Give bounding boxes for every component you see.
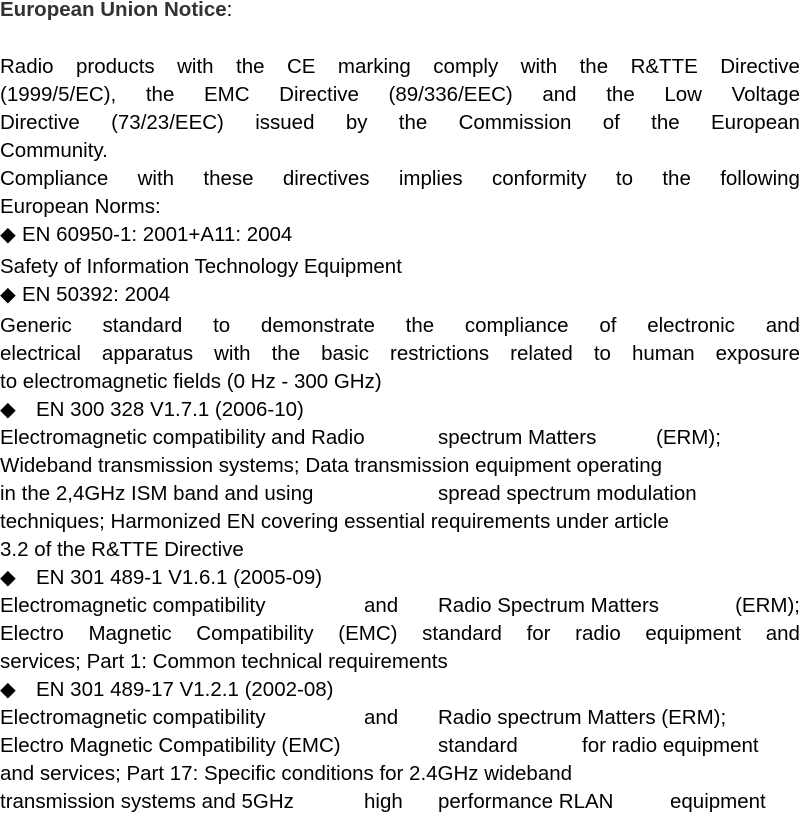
norm-3-line-1a: Electromagnetic compatibility and Radio — [0, 426, 365, 449]
word: (EMC) — [338, 622, 398, 645]
word: to — [615, 167, 633, 190]
word: and — [765, 622, 800, 645]
word: CE — [286, 55, 316, 78]
word: issued — [255, 111, 315, 134]
word: the — [405, 314, 435, 337]
norm-5-line-4a: transmission systems and 5GHz — [0, 790, 294, 813]
bullet-diamond-icon: ◆ — [0, 398, 16, 421]
norm-3-line-4: techniques; Harmonized EN covering essential requirements under article — [0, 510, 669, 533]
compliance-line-1 — [0, 166, 800, 192]
norm-5-line-2b: standard — [438, 734, 518, 757]
word: Directive — [279, 83, 359, 106]
word: (1999/5/EC), — [0, 83, 117, 106]
word: and — [542, 83, 577, 106]
word: by — [345, 111, 368, 134]
word: implies — [398, 167, 463, 190]
norm-5-heading — [0, 677, 333, 703]
word: Low — [664, 83, 702, 106]
norm-5-line-1a: Electromagnetic compatibility — [0, 706, 266, 729]
word: marking — [337, 55, 411, 78]
norm-3-line-5: 3.2 of the R&TTE Directive — [0, 538, 244, 561]
word: Magnetic — [88, 622, 172, 645]
bullet-diamond-icon: ◆ — [0, 283, 16, 306]
word: (73/23/EEC) — [111, 111, 224, 134]
word: standard — [422, 622, 502, 645]
word: of — [599, 314, 617, 337]
word: demonstrate — [260, 314, 375, 337]
intro-line-4: Community. — [0, 139, 108, 162]
norm-4-heading — [0, 565, 322, 591]
norm-3-line-2: Wideband transmission systems; Data transmission equipment operating — [0, 454, 662, 477]
bullet-diamond-icon: ◆ — [0, 223, 16, 246]
word: with — [137, 167, 175, 190]
norm-3-line-1b: spectrum Matters — [438, 426, 597, 449]
word: following — [720, 167, 800, 190]
norm-3-line-3b: spread spectrum modulation — [438, 482, 697, 505]
norm-5-line-1b: and — [364, 706, 399, 729]
word: electronic — [647, 314, 735, 337]
notice-title-colon: : — [226, 0, 233, 21]
word: the — [236, 55, 265, 78]
word: the — [651, 111, 680, 134]
bullet-diamond-icon: ◆ — [0, 566, 16, 589]
word: Commission — [458, 111, 572, 134]
word: Voltage — [731, 83, 800, 106]
norm-2-heading — [0, 282, 170, 308]
word: with — [177, 55, 214, 78]
norm-5-line-2a: Electro Magnetic Compatibility (EMC) — [0, 734, 341, 757]
norm-1-code: EN 60950-1: 2001+A11: 2004 — [22, 223, 293, 246]
bullet-diamond-icon: ◆ — [0, 678, 16, 701]
norm-1-heading — [0, 222, 292, 248]
word: standard — [102, 314, 183, 337]
word: with — [520, 55, 558, 78]
word: EMC — [203, 83, 250, 106]
norm-2-desc-line-2: electrical apparatus with the basic restrictions related to human exposure — [0, 342, 800, 365]
norm-1-desc: Safety of Information Technology Equipment — [0, 255, 402, 278]
norm-5-line-4b: high — [364, 790, 403, 813]
word: Electro — [0, 622, 64, 645]
word: Directive — [0, 111, 80, 134]
word: these — [203, 167, 254, 190]
word: for — [526, 622, 551, 645]
word: of — [602, 111, 620, 134]
word: the — [606, 83, 635, 106]
norm-4-line-1c: Radio Spectrum Matters — [438, 594, 660, 617]
norm-2-code: EN 50392: 2004 — [22, 283, 171, 306]
word: the — [579, 55, 609, 78]
norm-5-code: EN 301 489-17 V1.2.1 (2002-08) — [36, 678, 334, 701]
norm-4-line-1b: and — [364, 594, 399, 617]
word: products — [76, 55, 155, 78]
compliance-line-2: European Norms: — [0, 195, 161, 218]
norm-5-line-2c: for radio equipment — [582, 734, 759, 757]
notice-title-line — [0, 0, 232, 23]
word: European — [711, 111, 800, 134]
word: Directive — [720, 55, 800, 78]
norm-5-line-4c: performance RLAN — [438, 790, 614, 813]
word: Compatibility — [196, 622, 314, 645]
word: Compliance — [0, 167, 109, 190]
norm-4-line-1d: (ERM); — [735, 594, 800, 617]
word: directives — [282, 167, 370, 190]
norm-3-line-3a: in the 2,4GHz ISM band and using — [0, 482, 314, 505]
word: the — [662, 167, 691, 190]
intro-line-1 — [0, 54, 800, 80]
word: the — [398, 111, 428, 134]
word: equipment — [645, 622, 742, 645]
word: compliance — [464, 314, 569, 337]
norm-3-heading — [0, 397, 304, 423]
word: comply — [433, 55, 499, 78]
norm-3-code: EN 300 328 V1.7.1 (2006-10) — [36, 398, 304, 421]
word: Radio — [0, 55, 54, 78]
word: Generic — [0, 314, 72, 337]
word: the — [145, 83, 175, 106]
norm-2-desc-line-1 — [0, 313, 800, 339]
norm-5-line-3: and services; Part 17: Specific conditions for 2.4GHz wideband — [0, 762, 573, 785]
norm-2-desc-line-3: to electromagnetic fields (0 Hz - 300 GHz) — [0, 370, 382, 393]
intro-line-3 — [0, 110, 800, 136]
word: (89/336/EEC) — [388, 83, 513, 106]
norm-4-line-3: services; Part 1: Common technical requirements — [0, 650, 448, 673]
norm-4-code: EN 301 489-1 V1.6.1 (2005-09) — [36, 566, 323, 589]
word: R&TTE — [630, 55, 698, 78]
norm-3-line-1c: (ERM); — [656, 426, 721, 449]
word: conformity — [491, 167, 587, 190]
word: to — [213, 314, 231, 337]
notice-title: European Union Notice — [0, 0, 227, 21]
word: and — [765, 314, 800, 337]
norm-4-line-1a: Electromagnetic compatibility — [0, 594, 266, 617]
intro-line-2 — [0, 82, 800, 108]
norm-5-line-4d: equipment — [670, 790, 766, 813]
norm-5-line-1c: Radio spectrum Matters (ERM); — [438, 706, 727, 729]
norm-4-line-2 — [0, 621, 800, 647]
word: radio — [575, 622, 621, 645]
